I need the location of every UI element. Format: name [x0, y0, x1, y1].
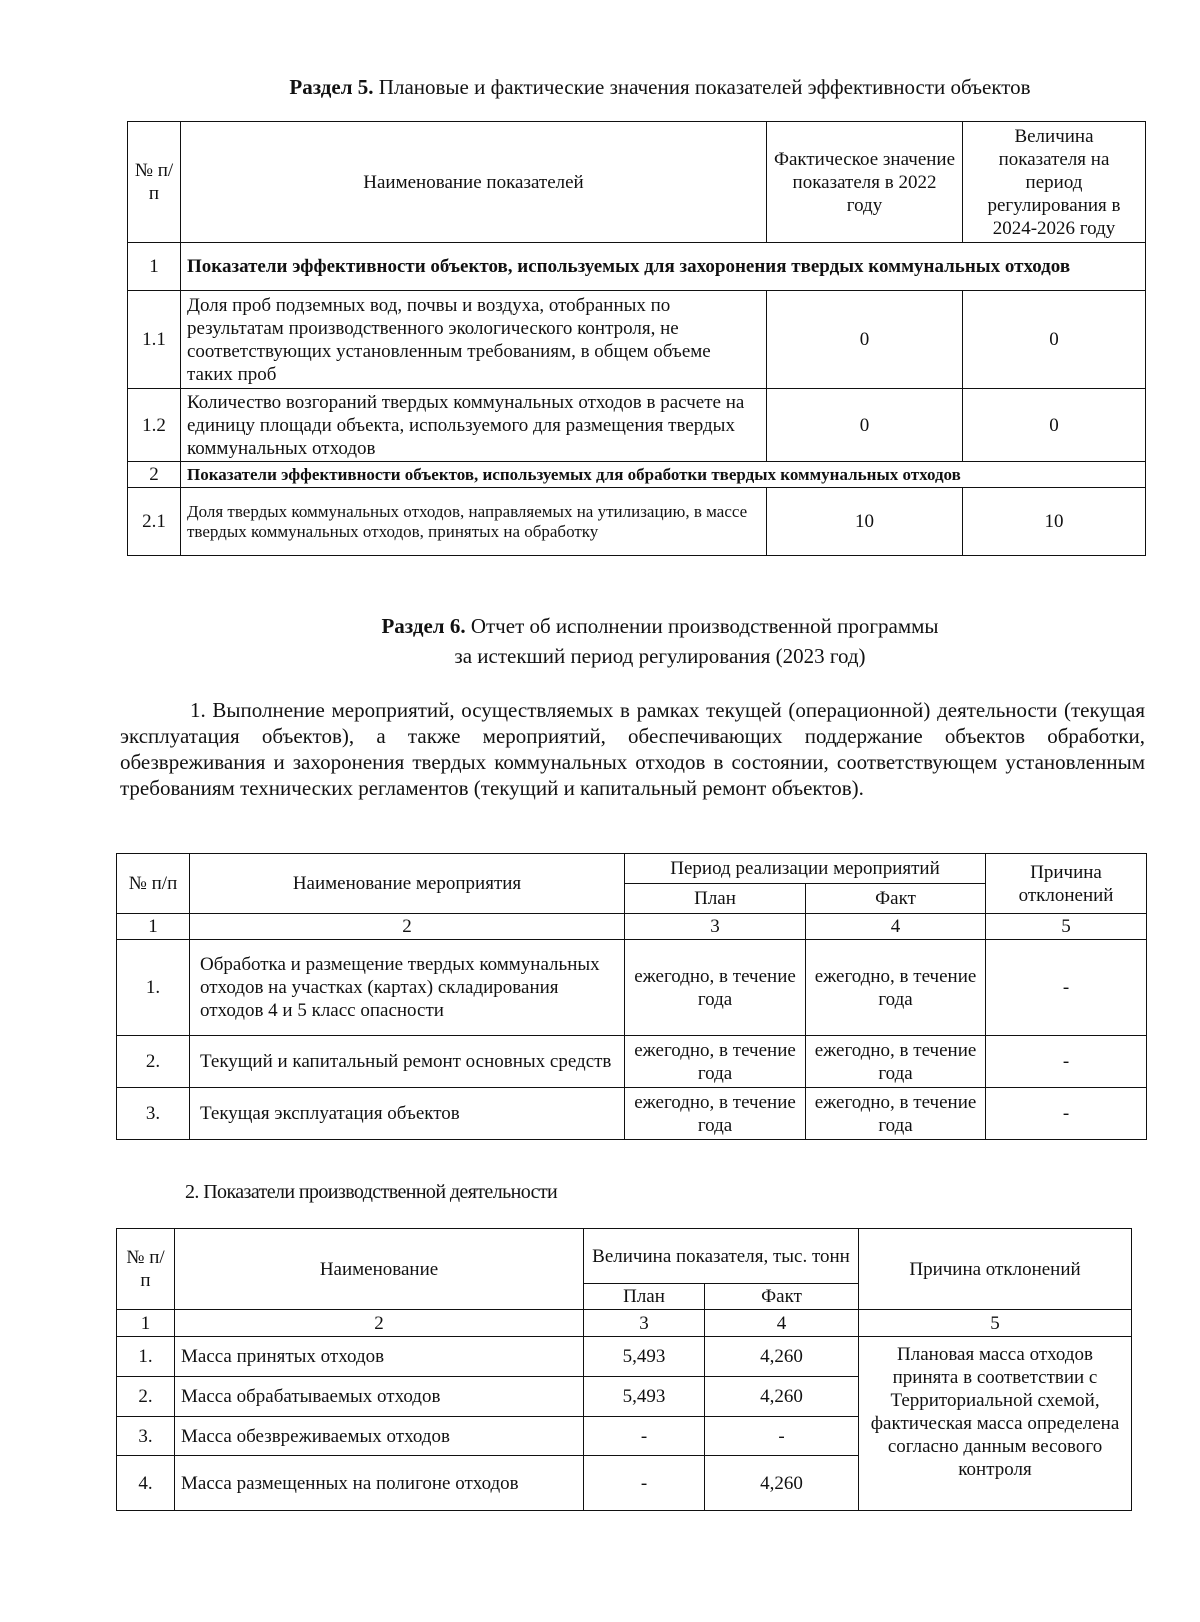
group-row-1 — [128, 243, 1146, 291]
row-name: Текущий и капитальный ремонт основных средств — [190, 1036, 625, 1088]
section6-title-line2: за истекший период регулирования (2023 год) — [454, 644, 866, 668]
table-row — [117, 940, 1147, 1036]
row-planned: 0 — [963, 389, 1146, 462]
row-reason: - — [986, 1088, 1147, 1140]
row-name: Масса обрабатываемых отходов — [175, 1377, 584, 1417]
row-name: Текущая эксплуатация объектов — [190, 1088, 625, 1140]
deviation-reason: Плановая масса отходов принята в соответствии с Территориальной схемой, фактическая масса определена согласно данным весового контроля — [859, 1337, 1132, 1511]
section6-paragraph: 1. Выполнение мероприятий, осуществляемых в рамках текущей (операционной) деятельности (текущая эксплуатация объектов), а также мероприятий, обеспечивающих поддержание объектов обработки, обезвреживания и захоронения твердых коммунальных отходов в состоянии, соответствующем установленным требованиям технических регламентов (текущий и капитальный ремонт объектов). — [120, 698, 1145, 800]
row-fact: ежегодно, в течение года — [806, 940, 986, 1036]
row-plan: ежегодно, в течение года — [625, 1036, 806, 1088]
col-number: 3 — [584, 1310, 705, 1337]
subheading-production: 2. Показатели производственной деятельности — [185, 1181, 558, 1203]
row-name: Масса принятых отходов — [175, 1337, 584, 1377]
row-planned: 10 — [963, 488, 1146, 556]
table-row — [128, 291, 1146, 389]
table-row — [117, 1036, 1147, 1088]
row-name: Масса обезвреживаемых отходов — [175, 1417, 584, 1456]
row-num: 2. — [117, 1036, 190, 1088]
table-row — [128, 488, 1146, 556]
header-fact: Факт — [705, 1284, 859, 1310]
group-num: 1 — [128, 243, 181, 291]
row-num: 2. — [117, 1377, 175, 1417]
row-reason: - — [986, 1036, 1147, 1088]
table-row — [117, 1337, 1132, 1377]
header-plan: План — [584, 1284, 705, 1310]
row-plan: - — [584, 1456, 705, 1511]
row-plan: 5,493 — [584, 1337, 705, 1377]
row-name: Обработка и размещение твердых коммунальных отходов на участках (картах) складирования отходов 4 и 5 класс опасности — [190, 940, 625, 1036]
section5-title — [0, 74, 1200, 100]
header-actual: Фактическое значение показателя в 2022 году — [767, 122, 963, 243]
row-num: 1. — [117, 1337, 175, 1377]
row-name: Масса размещенных на полигоне отходов — [175, 1456, 584, 1511]
col-number: 3 — [625, 914, 806, 940]
header-num: № п/ п — [128, 122, 181, 243]
header-fact: Факт — [806, 884, 986, 914]
header-num: № п/п — [117, 854, 190, 914]
section5-label: Раздел 5. — [289, 75, 374, 99]
header-num: № п/п — [117, 1229, 175, 1310]
row-fact: 4,260 — [705, 1456, 859, 1511]
row-num: 4. — [117, 1456, 175, 1511]
efficiency-header-row — [128, 122, 1146, 243]
row-fact: 4,260 — [705, 1337, 859, 1377]
col-number: 2 — [175, 1310, 584, 1337]
row-num: 1.2 — [128, 389, 181, 462]
header-name: Наименование показателей — [181, 122, 767, 243]
row-name: Доля твердых коммунальных отходов, направляемых на утилизацию, в массе твердых коммунальных отходов, принятых на обработку — [181, 488, 767, 556]
row-num: 1. — [117, 940, 190, 1036]
row-actual: 0 — [767, 389, 963, 462]
header-name: Наименование мероприятия — [190, 854, 625, 914]
header-value: Величина показателя, тыс. тонн — [584, 1229, 859, 1284]
col-number: 1 — [117, 914, 190, 940]
activities-table — [116, 853, 1147, 1140]
row-num: 3. — [117, 1088, 190, 1140]
table-row — [117, 1088, 1147, 1140]
col-number: 4 — [705, 1310, 859, 1337]
group-row-2 — [128, 462, 1146, 488]
row-plan: ежегодно, в течение года — [625, 1088, 806, 1140]
header-period: Период реализации мероприятий — [625, 854, 986, 884]
section6-title — [250, 613, 1070, 669]
header-name: Наименование — [175, 1229, 584, 1310]
section6-title-line1: Отчет об исполнении производственной программы — [470, 614, 939, 638]
row-plan: - — [584, 1417, 705, 1456]
col-number: 4 — [806, 914, 986, 940]
row-plan: 5,493 — [584, 1377, 705, 1417]
header-reason: Причина отклонений — [859, 1229, 1132, 1310]
row-actual: 10 — [767, 488, 963, 556]
header-reason: Причина отклонений — [986, 854, 1147, 914]
row-fact: - — [705, 1417, 859, 1456]
row-reason: - — [986, 940, 1147, 1036]
row-fact: ежегодно, в течение года — [806, 1036, 986, 1088]
row-num: 1.1 — [128, 291, 181, 389]
col-number: 1 — [117, 1310, 175, 1337]
group-title: Показатели эффективности объектов, используемых для обработки твердых коммунальных отходов — [181, 462, 1146, 488]
section5-title-text: Плановые и фактические значения показателей эффективности объектов — [378, 75, 1031, 99]
production-header-row — [117, 1229, 1132, 1284]
group-num: 2 — [128, 462, 181, 488]
efficiency-table — [127, 121, 1146, 556]
row-fact: 4,260 — [705, 1377, 859, 1417]
row-name: Доля проб подземных вод, почвы и воздуха, отобранных по результатам производственного экологического контроля, не соответствующих установленным требованиям, в общем объеме таких проб — [181, 291, 767, 389]
row-num: 3. — [117, 1417, 175, 1456]
col-number: 2 — [190, 914, 625, 940]
header-planned: Величина показателя на период регулирования в 2024-2026 году — [963, 122, 1146, 243]
group-title: Показатели эффективности объектов, используемых для захоронения твердых коммунальных отходов — [181, 243, 1146, 291]
row-num: 2.1 — [128, 488, 181, 556]
col-number: 5 — [859, 1310, 1132, 1337]
activities-header-row — [117, 854, 1147, 884]
column-numbers-row — [117, 914, 1147, 940]
production-table — [116, 1228, 1132, 1511]
row-plan: ежегодно, в течение года — [625, 940, 806, 1036]
row-name: Количество возгораний твердых коммунальных отходов в расчете на единицу площади объекта, используемого для размещения твердых коммунальных отходов — [181, 389, 767, 462]
section6-label: Раздел 6. — [381, 614, 466, 638]
column-numbers-row — [117, 1310, 1132, 1337]
row-fact: ежегодно, в течение года — [806, 1088, 986, 1140]
table-row — [128, 389, 1146, 462]
header-plan: План — [625, 884, 806, 914]
col-number: 5 — [986, 914, 1147, 940]
row-planned: 0 — [963, 291, 1146, 389]
row-actual: 0 — [767, 291, 963, 389]
